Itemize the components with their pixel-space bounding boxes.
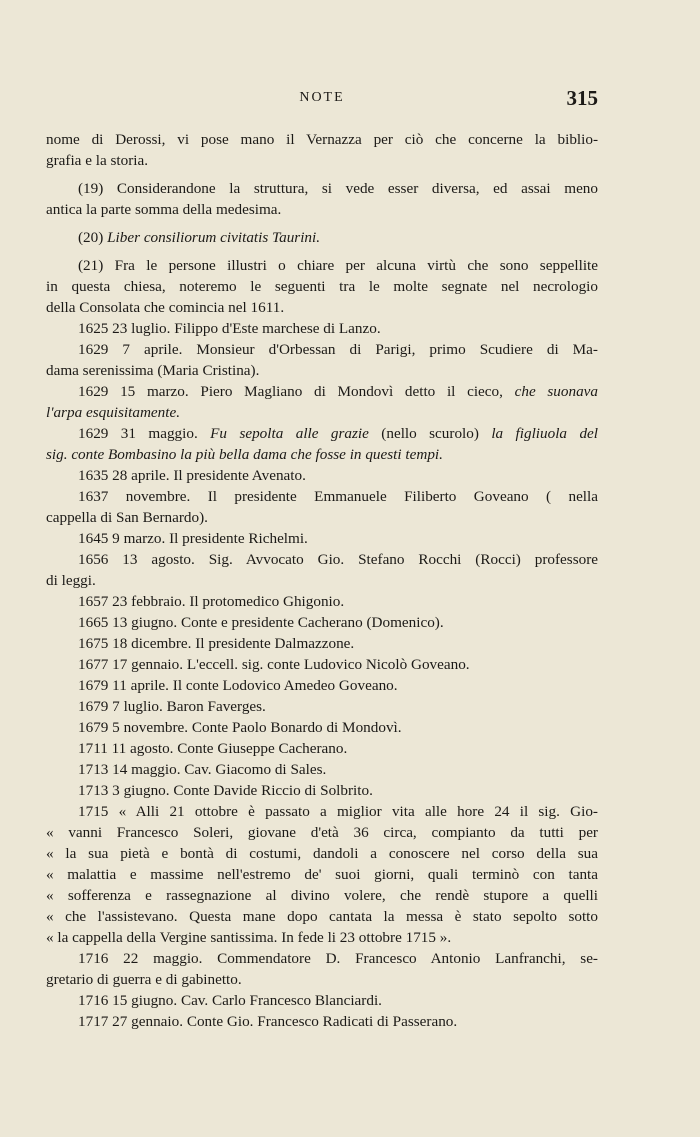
note-21 [46, 255, 598, 1032]
text-line: antica la parte somma della medesima. [46, 201, 282, 218]
text-line: 1679 7 luglio. Baron Faverges. [78, 698, 266, 715]
notes-body [46, 129, 598, 1032]
text-line: « la sua pietà e bontà di costumi, dandoli a conoscere nel corso della sua [46, 845, 598, 862]
text-line: nome di Derossi, vi pose mano il Vernazza per ciò che concerne la biblio- [46, 131, 598, 148]
text-line: di leggi. [46, 572, 96, 589]
text-line: (19) Considerandone la struttura, si vede esser diversa, ed assai meno [78, 180, 598, 197]
text-line [46, 423, 598, 444]
text-line: (21) Fra le persone illustri o chiare per alcuna virtù che sono seppellite [78, 257, 598, 274]
text-line: 1635 28 aprile. Il presidente Avenato. [78, 467, 306, 484]
text-line [46, 381, 598, 402]
text-line: dama serenissima (Maria Cristina). [46, 362, 260, 379]
text-line: l'arpa esquisitamente. [46, 404, 181, 421]
running-head: NOTE [299, 90, 345, 105]
text-line: 1656 13 agosto. Sig. Avvocato Gio. Stefano Rocchi (Rocci) professore [78, 551, 598, 568]
page-header [46, 86, 598, 112]
text-run: 1629 15 marzo. Piero Magliano di Mondovì detto il cieco, [78, 383, 515, 400]
text-line: 1677 17 gennaio. L'eccell. sig. conte Ludovico Nicolò Goveano. [78, 656, 470, 673]
text-line: « la cappella della Vergine santissima. In fede li 23 ottobre 1715 ». [46, 929, 452, 946]
text-line [46, 227, 598, 248]
italic-text: che suonava [514, 383, 598, 400]
text-run: (nello scurolo) [368, 425, 492, 442]
text-line: 1679 11 aprile. Il conte Lodovico Amedeo Goveano. [78, 677, 398, 694]
text-line: sig. conte Bombasino la più bella dama che fosse in questi tempi. [46, 446, 443, 463]
text-line: 1629 7 aprile. Monsieur d'Orbessan di Parigi, primo Scudiere di Ma- [78, 341, 598, 358]
text-line: « vanni Francesco Soleri, giovane d'età 36 circa, compianto da tutti per [46, 824, 598, 841]
text-line: 1713 3 giugno. Conte Davide Riccio di Solbrito. [78, 782, 373, 799]
note-number: (20) [78, 229, 108, 246]
text-line: « sofferenza e rassegnazione al divino volere, che rendè stupore a quelli [46, 887, 598, 904]
text-line: 1711 11 agosto. Conte Giuseppe Cacherano. [78, 740, 348, 757]
text-line: 1657 23 febbraio. Il protomedico Ghigonio. [78, 593, 345, 610]
text-line: in questa chiesa, noteremo le seguenti tra le molte segnate nel necrologio [46, 278, 598, 295]
page-number: 315 [566, 86, 598, 110]
text-line: cappella di San Bernardo). [46, 509, 208, 526]
text-line: della Consolata che comincia nel 1611. [46, 299, 285, 316]
text-line: grafia e la storia. [46, 152, 149, 169]
text-line: 1637 novembre. Il presidente Emmanuele Filiberto Goveano ( nella [78, 488, 598, 505]
text-line: « malattia e massime nell'estremo de' suoi giorni, quali terminò con tanta [46, 866, 598, 883]
note-19 [46, 178, 598, 220]
text-line: 1715 « Alli 21 ottobre è passato a miglior vita alle hore 24 il sig. Gio- [78, 803, 598, 820]
text-line: 1679 5 novembre. Conte Paolo Bonardo di Mondovì. [78, 719, 402, 736]
text-line: 1716 22 maggio. Commendatore D. Francesco Antonio Lanfranchi, se- [78, 950, 598, 967]
text-line: 1665 13 giugno. Conte e presidente Cacherano (Domenico). [78, 614, 444, 631]
italic-text: la figliuola del [491, 425, 598, 442]
italic-text: Liber consiliorum civitatis Taurini. [107, 229, 321, 246]
note-20 [46, 227, 598, 248]
text-run: 1629 31 maggio. [78, 425, 211, 442]
text-line: 1716 15 giugno. Cav. Carlo Francesco Blanciardi. [78, 992, 382, 1009]
text-line: 1717 27 gennaio. Conte Gio. Francesco Radicati di Passerano. [78, 1013, 458, 1030]
text-line: gretario di guerra e di gabinetto. [46, 971, 242, 988]
text-line: 1645 9 marzo. Il presidente Richelmi. [78, 530, 308, 547]
italic-text: Fu sepolta alle grazie [210, 425, 369, 442]
note-18-continuation [46, 129, 598, 171]
text-line: 1713 14 maggio. Cav. Giacomo di Sales. [78, 761, 327, 778]
text-line: 1675 18 dicembre. Il presidente Dalmazzone. [78, 635, 355, 652]
text-line: 1625 23 luglio. Filippo d'Este marchese di Lanzo. [78, 320, 381, 337]
text-line: « che l'assistevano. Questa mane dopo cantata la messa è stato sepolto sotto [46, 908, 598, 925]
